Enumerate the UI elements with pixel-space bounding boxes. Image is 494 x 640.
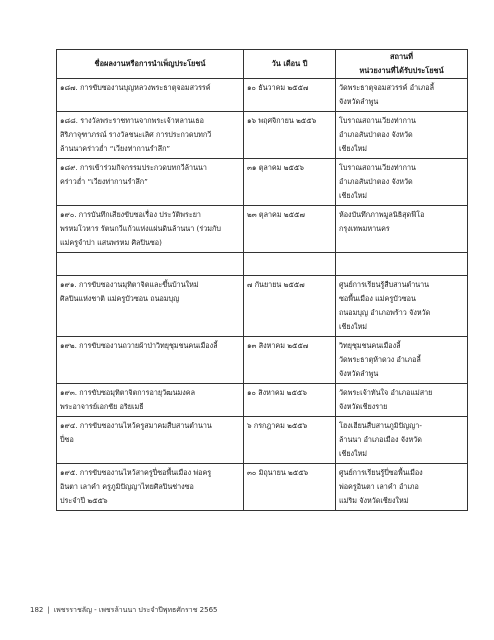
place-line: เชียงใหม่ (339, 143, 368, 153)
table-row (57, 158, 468, 205)
place-line: ซอพื้นเมือง แม่ครูบัวซอน (339, 293, 416, 303)
table-row-spacer (57, 252, 468, 275)
place-line: จังหวัดลำพูน (339, 368, 379, 378)
table-row (57, 336, 468, 383)
place-cell (336, 111, 468, 158)
date-text: ๑๓ สิงหาคม ๒๕๕๗ (247, 340, 309, 350)
place-cell (336, 158, 468, 205)
place-line: ล้านนา อำเภอเมือง จังหวัด (339, 434, 422, 444)
place-line: ศูนย์การเรียนรู้ปี่ซอพื้นเมือง (339, 467, 423, 477)
date-cell (244, 158, 336, 205)
spacer-cell (244, 252, 336, 275)
work-name-cell (57, 383, 244, 416)
date-cell (244, 383, 336, 416)
table-row (57, 275, 468, 336)
table-row (57, 111, 468, 158)
page-number: 182 (30, 606, 44, 614)
work-name-line: แม่ครูจำปา แสนพรหม ศิลปินซอ) (60, 237, 162, 247)
place-line: วิทยุชุมชนคนเมืองลี้ (339, 340, 401, 350)
place-line: ศูนย์การเรียนรู้สืบสานตำนาน (339, 279, 430, 289)
place-line: โบราณสถานเวียงท่ากาน (339, 162, 416, 172)
work-name-line: ๑๘๙. การเข้าร่วมกิจกรรมประกวดบทกวีล้านนา (60, 162, 207, 172)
header-place-line-1: สถานที่ (389, 52, 414, 61)
work-name-line: ๑๙๐. การบันทึกเสียงขับซอเรื่อง ประวัติพระยา (60, 209, 201, 219)
place-line: จังหวัดลำพูน (339, 96, 379, 106)
table-row (57, 463, 468, 510)
work-name-cell (57, 158, 244, 205)
place-line: เชียงใหม่ (339, 448, 368, 458)
date-text: ๑๐ ธันวาคม ๒๕๕๗ (247, 82, 309, 92)
place-cell (336, 416, 468, 463)
place-line: เชียงใหม่ (339, 321, 368, 331)
date-cell (244, 111, 336, 158)
work-name-cell (57, 111, 244, 158)
table-header-row (57, 50, 468, 79)
place-line: กรุงเทพมหานคร (339, 223, 390, 233)
work-name-line: อินตา เลาคำ ครูภูมิปัญญาไทยศิลปินช่างซอ (60, 481, 194, 491)
date-text: ๓๐ มิถุนายน ๒๕๕๖ (247, 467, 309, 477)
place-cell (336, 336, 468, 383)
date-text: ๑๖ พฤศจิกายน ๒๕๕๖ (247, 115, 317, 125)
work-name-line: คร่าวฮ่ำ “เวียงท่ากานรำลึก” (60, 176, 148, 186)
place-line: วัดพระธาตุจอมสวรรค์ อำเภอลี้ (339, 82, 435, 92)
date-cell (244, 416, 336, 463)
place-line: โบราณสถานเวียงท่ากาน (339, 115, 416, 125)
place-line: อำเภอสันป่าตอง จังหวัด (339, 129, 413, 139)
place-cell (336, 275, 468, 336)
header-place-line-2: หน่วยงานที่ได้รับประโยชน์ (359, 66, 444, 76)
page-footer (30, 605, 218, 616)
date-cell (244, 463, 336, 510)
work-name-line: ๑๘๘. รางวัลพระราชทานจากพระเจ้าหลานเธอ (60, 115, 205, 125)
table-row (57, 383, 468, 416)
work-name-line: ล้านนาคร่าวฮ่ำ “เวียงท่ากานรำลึก” (60, 143, 171, 153)
date-text: ๒๓ ตุลาคม ๒๕๕๗ (247, 209, 305, 219)
work-name-cell (57, 416, 244, 463)
work-name-cell (57, 205, 244, 252)
date-text: ๑๐ สิงหาคม ๒๕๕๖ (247, 387, 307, 397)
work-name-line: สิริภาจุฑาภรณ์ รางวัลชนะเลิศ การประกวดบทกวี (60, 129, 212, 139)
table-row (57, 205, 468, 252)
place-line: วัดพระเจ้าทันใจ อำเภอแม่สาย (339, 387, 433, 397)
date-cell (244, 78, 336, 111)
place-cell (336, 78, 468, 111)
date-cell (244, 336, 336, 383)
header-place (336, 50, 468, 79)
work-name-cell (57, 78, 244, 111)
work-name-cell (57, 336, 244, 383)
place-line: อำเภอสันป่าตอง จังหวัด (339, 176, 413, 186)
place-line: โฮงเฮียนสืบสานภูมิปัญญา- (339, 420, 422, 430)
work-name-line: ๑๙๒. การขับซองานถวายผ้าป่าวิทยุชุมชนคนเมืองลี้ (60, 340, 218, 350)
place-line: ถนอมบุญ อำเภอพร้าว จังหวัด (339, 307, 431, 317)
work-name-line: พระอาจารย์เอกชัย อริยเมธี (60, 401, 144, 411)
place-line: ห้องบันทึกภาพมูลนิธิสุดฟีโอ (339, 209, 425, 219)
date-text: ๗ กันยายน ๒๕๕๗ (247, 279, 305, 289)
place-line: เชียงใหม่ (339, 190, 368, 200)
date-text: ๖ กรกฎาคม ๒๕๕๖ (247, 420, 308, 430)
work-name-line: ประจำปี ๒๕๕๖ (60, 495, 108, 505)
spacer-cell (336, 252, 468, 275)
place-line: แม่ริม จังหวัดเชียงใหม่ (339, 495, 409, 505)
place-cell (336, 383, 468, 416)
place-cell (336, 463, 468, 510)
table-body (57, 78, 468, 510)
publication-title: เพชรราชลัญ - เพชรล้านนา ประจำปีพุทธศักราช 2565 (53, 606, 218, 614)
date-text: ๓๑ ตุลาคม ๒๕๕๖ (247, 162, 304, 172)
work-name-line: ปี่ซอ (60, 434, 74, 444)
work-name-line: ๑๘๗. การขับซองานบุญหลวงพระธาตุจอมสวรรค์ (60, 82, 211, 92)
work-name-line: ๑๙๑. การขับซองานมุทิตาจิตและขึ้นบ้านใหม่ (60, 279, 199, 289)
place-line: พ่อครูอินตา เลาคำ อำเภอ (339, 481, 419, 491)
place-cell (336, 205, 468, 252)
header-date: วัน เดือน ปี (244, 50, 336, 79)
work-name-line: พรหมโวหาร รัตนกวีแก้วแห่งแผ่นดินล้านนา (ร่วมกับ (60, 223, 221, 233)
work-name-line: ศิลปินแห่งชาติ แม่ครูบัวซอน ถนอมบุญ (60, 293, 180, 303)
works-table (56, 49, 468, 511)
table-row (57, 416, 468, 463)
work-name-cell (57, 275, 244, 336)
work-name-cell (57, 463, 244, 510)
table-row (57, 78, 468, 111)
place-line: จังหวัดเชียงราย (339, 401, 388, 411)
header-name: ชื่อผลงานหรือการนำเพ็ญประโยชน์ (57, 50, 244, 79)
date-cell (244, 205, 336, 252)
place-line: วัดพระธาตุห้าดวง อำเภอลี้ (339, 354, 421, 364)
date-cell (244, 275, 336, 336)
work-name-line: ๑๙๕. การขับซองานไหว้สาครูปี่ซอพื้นเมือง พ่อครู (60, 467, 212, 477)
footer-separator: | (47, 606, 50, 614)
work-name-line: ๑๙๔. การขับซองานไหว้ครูสมาคมสืบสานตำนาน (60, 420, 212, 430)
work-name-line: ๑๙๓. การขับซอมุทิตาจิตการอายุวัฒนมงคล (60, 387, 196, 397)
spacer-cell (57, 252, 244, 275)
